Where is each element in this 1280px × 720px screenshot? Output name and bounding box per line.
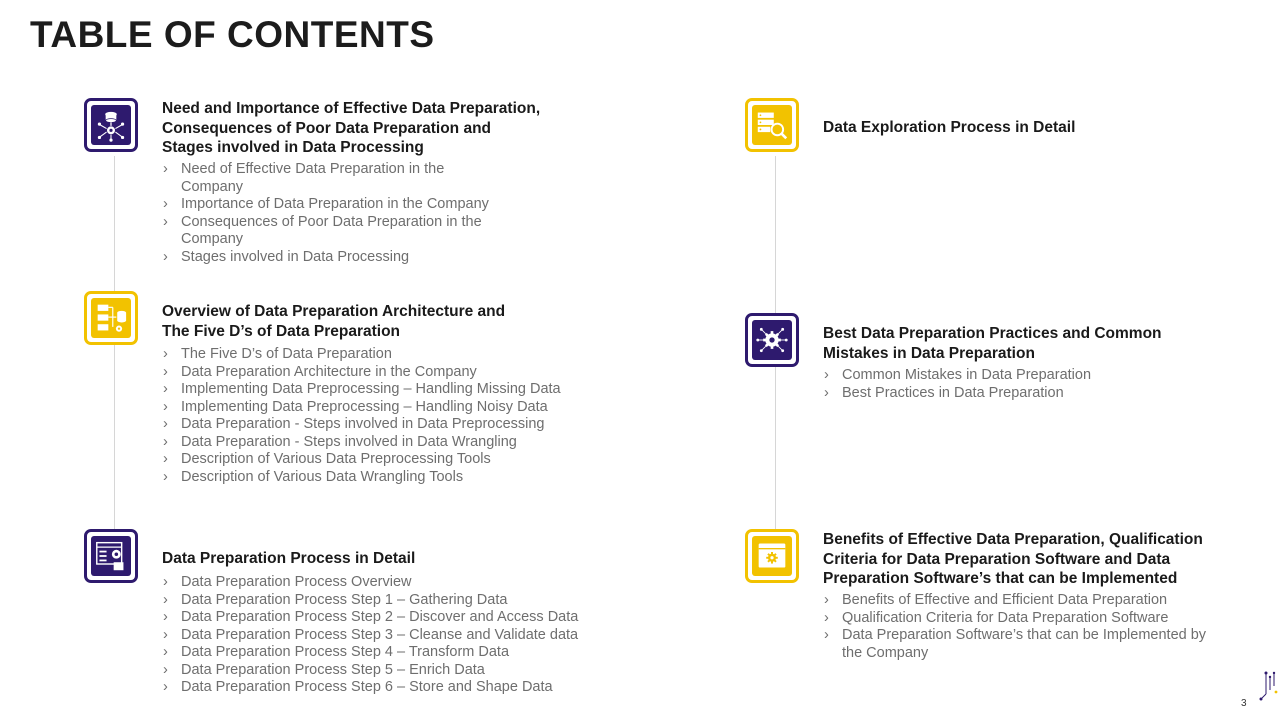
- section-list-3: [162, 574, 602, 697]
- list-item: › Data Preparation Software’s that can be Implemented by the Company: [823, 627, 1218, 662]
- list-item: › Description of Various Data Preprocessing Tools: [162, 451, 582, 469]
- list-item: › Consequences of Poor Data Preparation in the Company: [162, 214, 502, 249]
- section-list-5: [823, 367, 1203, 402]
- list-item: › Data Preparation - Steps involved in Data Wrangling: [162, 434, 582, 452]
- section-heading-4: Data Exploration Process in Detail: [823, 119, 1076, 136]
- section-heading-6: Benefits of Effective Data Preparation, Qualification Criteria for Data Preparation Software and Data Preparation Software’s that can be Implemented: [823, 531, 1203, 587]
- list-item: › Data Preparation Architecture in the Company: [162, 364, 582, 382]
- section-heading-5: Best Data Preparation Practices and Common Mistakes in Data Preparation: [823, 325, 1162, 362]
- list-item: › Data Preparation Process Overview: [162, 574, 602, 592]
- list-item: › Need of Effective Data Preparation in the Company: [162, 161, 502, 196]
- section-heading-3: Data Preparation Process in Detail: [162, 550, 416, 567]
- list-item: › Qualification Criteria for Data Preparation Software: [823, 610, 1218, 628]
- section-list-6: [823, 592, 1218, 662]
- list-item: › Data Preparation Process Step 5 – Enrich Data: [162, 662, 602, 680]
- list-item: › Data Preparation - Steps involved in Data Preprocessing: [162, 416, 582, 434]
- list-item: › Data Preparation Process Step 6 – Store and Shape Data: [162, 679, 602, 697]
- architecture-flow-icon: [84, 291, 138, 345]
- process-dashboard-icon: [84, 529, 138, 583]
- list-item: › The Five D’s of Data Preparation: [162, 346, 582, 364]
- list-item: › Implementing Data Preprocessing – Handling Missing Data: [162, 381, 582, 399]
- section-heading-2: Overview of Data Preparation Architecture and The Five D’s of Data Preparation: [162, 303, 506, 340]
- list-item: › Common Mistakes in Data Preparation: [823, 367, 1203, 385]
- section-list-2: [162, 346, 582, 486]
- section-heading-1: Need and Importance of Effective Data Preparation, Consequences of Poor Data Preparation and Stages involved in Data Processing: [162, 100, 541, 156]
- gear-network-icon: [745, 313, 799, 367]
- list-item: › Importance of Data Preparation in the Company: [162, 196, 502, 214]
- gear-window-icon: [745, 529, 799, 583]
- page-number: 3: [1241, 698, 1247, 709]
- circuit-decoration-icon: [1252, 668, 1280, 708]
- list-item: › Benefits of Effective and Efficient Data Preparation: [823, 592, 1218, 610]
- section-list-1: [162, 161, 502, 266]
- page-title: TABLE OF CONTENTS: [30, 14, 435, 55]
- list-item: › Data Preparation Process Step 2 – Discover and Access Data: [162, 609, 602, 627]
- list-item: › Stages involved in Data Processing: [162, 249, 502, 267]
- database-network-icon: [84, 98, 138, 152]
- list-item: › Description of Various Data Wrangling Tools: [162, 469, 582, 487]
- list-item: › Best Practices in Data Preparation: [823, 385, 1203, 403]
- list-item: › Data Preparation Process Step 4 – Transform Data: [162, 644, 602, 662]
- server-search-icon: [745, 98, 799, 152]
- list-item: › Implementing Data Preprocessing – Handling Noisy Data: [162, 399, 582, 417]
- list-item: › Data Preparation Process Step 1 – Gathering Data: [162, 592, 602, 610]
- list-item: › Data Preparation Process Step 3 – Cleanse and Validate data: [162, 627, 602, 645]
